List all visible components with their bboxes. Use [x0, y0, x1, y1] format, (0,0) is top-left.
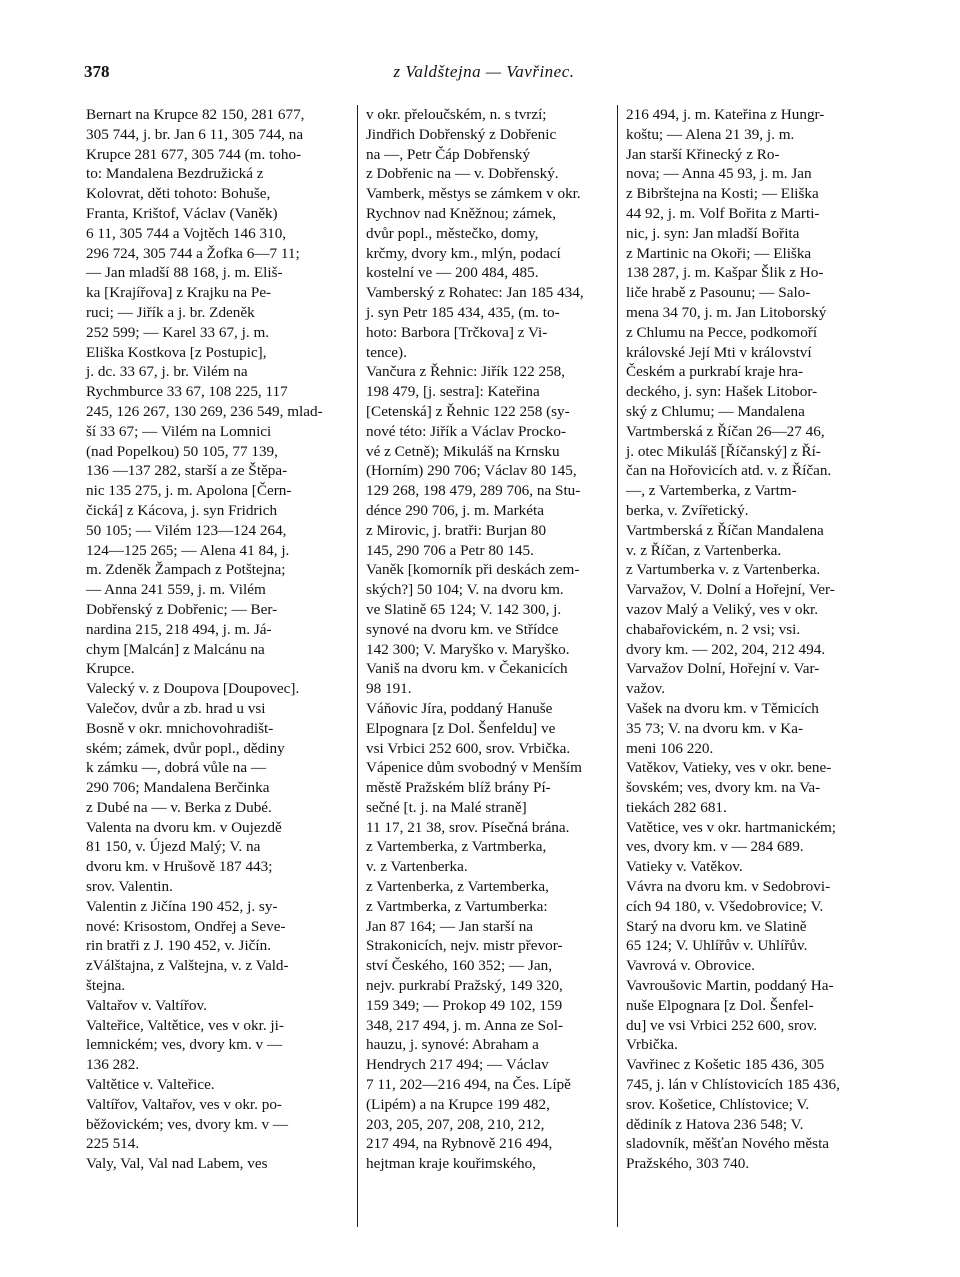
entry-line: Valteřice, Valtětice, ves v okr. ji-	[86, 1016, 284, 1034]
entry-line: kostelní ve — 200 484, 485.	[366, 264, 539, 282]
entry-line: 138 287, j. m. Kašpar Šlik z Ho-	[626, 264, 824, 282]
index-entry	[86, 1154, 354, 1174]
entry-line: mena 34 70, j. m. Jan Litoborský	[626, 303, 827, 321]
entry-line: [Cetenská] z Řehnic 122 258 (sy-	[366, 402, 570, 420]
entry-line: srov. Valentin.	[86, 878, 173, 896]
index-entry	[626, 818, 894, 858]
entry-line: j. syn Petr 185 434, 435, (m. to-	[366, 303, 560, 321]
index-entry	[626, 976, 894, 1055]
index-entry	[366, 837, 634, 877]
entry-line: vé z Cetně); Mikuláš na Krnsku	[366, 442, 560, 460]
entry-line: 98 191.	[366, 680, 412, 698]
entry-line: (nad Popelkou) 50 105, 77 139,	[86, 442, 278, 460]
entry-line: v okr. přeloučském, n. s tvrzí;	[366, 106, 547, 123]
index-entry	[626, 857, 894, 877]
entry-line: 290 706; Mandalena Berčinka	[86, 779, 270, 797]
entry-line: Vamberk, městys se zámkem v okr.	[366, 185, 581, 203]
entry-line: v. z Říčan, z Vartenberka.	[626, 541, 782, 559]
entry-line: Vaněk [komorník při deskách zem-	[366, 561, 580, 579]
entry-line: chabařovickém, n. 2 vsi; vsi.	[626, 620, 801, 638]
entry-line: tiekách 282 681.	[626, 798, 727, 816]
entry-line: Krupce.	[86, 660, 135, 678]
entry-line: Strakonicích, nejv. mistr převor-	[366, 937, 563, 955]
entry-line: šovském; ves, dvory km. na Va-	[626, 779, 821, 797]
entry-line: Starý na dvoru km. ve Slatině	[626, 917, 807, 935]
entry-line: 159 349; — Prokop 49 102, 159	[366, 996, 563, 1014]
entry-line: 198 479, [j. sestra]: Kateřina	[366, 383, 540, 401]
entry-line: meni 106 220.	[626, 739, 714, 757]
index-entry	[366, 362, 634, 560]
column-2	[366, 105, 634, 1174]
entry-line: nuše Elpognara [z Dol. Šenfel-	[626, 996, 814, 1014]
entry-line: cích 94 180, v. Všedobrovice; V.	[626, 897, 824, 915]
entry-line: nic 135 275, j. m. Apolona [Čern-	[86, 482, 292, 500]
entry-line: deckého, j. syn: Hašek Litobor-	[626, 383, 818, 401]
index-entry	[626, 956, 894, 976]
entry-line: Elpognara [z Dol. Šenfeldu] ve	[366, 719, 556, 737]
entry-line: ský z Chlumu; — Mandalena	[626, 402, 805, 420]
entry-line: čická] z Kácova, j. syn Fridrich	[86, 501, 278, 519]
entry-line: j. otec Mikuláš [Říčanský] z Ří-	[626, 442, 821, 460]
index-entry	[626, 1055, 894, 1174]
index-entry	[366, 699, 634, 758]
entry-line: z Vartemberka, z Vartmberka,	[366, 838, 547, 856]
entry-line: Vávra na dvoru km. v Sedobrovi-	[626, 878, 831, 896]
entry-line: 35 73; V. na dvoru km. v Ka-	[626, 719, 804, 737]
index-entry	[86, 1016, 354, 1075]
index-entry	[366, 283, 634, 362]
entry-line: Rychmburce 33 67, 108 225, 117	[86, 383, 288, 401]
entry-line: Hendrych 217 494; — Václav	[366, 1056, 549, 1074]
entry-line: 745, j. lán v Chlístovicích 185 436,	[626, 1076, 840, 1094]
entry-line: lemnickém; ves, dvory km. v —	[86, 1036, 283, 1054]
index-entry	[86, 996, 354, 1016]
entry-line: Vartmberská z Říčan 26—27 46,	[626, 422, 825, 440]
index-entry	[366, 184, 634, 283]
entry-line: Bernart na Krupce 82 150, 281 677,	[86, 106, 305, 123]
entry-line: z Vartumberka v. z Vartenberka.	[626, 561, 821, 579]
entry-line: Valecký v. z Doupova [Doupovec].	[86, 680, 300, 698]
entry-line: 6 11, 305 744 a Vojtěch 146 310,	[86, 224, 287, 242]
entry-line: 225 514.	[86, 1135, 140, 1153]
entry-line: Valy, Val, Val nad Labem, ves	[86, 1155, 268, 1173]
entry-line: Jindřich Dobřenský z Dobřenic	[366, 125, 557, 143]
entry-line: vazov Malý a Veliký, ves v okr.	[626, 600, 819, 618]
entry-line: ských?] 50 104; V. na dvoru km.	[366, 581, 564, 599]
entry-line: dědiník z Hatova 236 548; V.	[626, 1115, 804, 1133]
entry-line: Vašek na dvoru km. v Těmicích	[626, 699, 819, 717]
entry-line: 245, 126 267, 130 269, 236 549, mlad-	[86, 402, 323, 420]
entry-line: srov. Košetice, Chlístovice; V.	[626, 1095, 810, 1113]
entry-line: dvory km. — 202, 204, 212 494.	[626, 640, 826, 658]
entry-line: sladovník, měšťan Nového města	[626, 1135, 830, 1153]
index-entry	[626, 580, 894, 659]
entry-line: krčmy, dvory km., mlýn, podací	[366, 244, 561, 262]
entry-line: berka, v. Zvířetický.	[626, 501, 749, 519]
index-entry	[366, 560, 634, 659]
entry-line: 203, 205, 207, 208, 210, 212,	[366, 1115, 545, 1133]
entry-line: Bosně v okr. mnichovohradišt-	[86, 719, 274, 737]
entry-line: Valtařov v. Valtířov.	[86, 996, 207, 1014]
index-entry	[366, 105, 634, 184]
entry-line: Varvažov, V. Dolní a Hořejní, Ver-	[626, 581, 835, 599]
entry-line: 216 494, j. m. Kateřina z Hungr-	[626, 106, 825, 123]
index-entry	[86, 679, 354, 699]
entry-line: na —, Petr Čáp Dobřenský	[366, 145, 531, 163]
entry-line: z Bibrštejna na Kosti; — Eliška	[626, 185, 819, 203]
entry-line: j. dc. 33 67, j. br. Vilém na	[86, 363, 248, 381]
entry-line: Vamberský z Rohatec: Jan 185 434,	[366, 284, 584, 302]
entry-line: Váňovic Jíra, poddaný Hanuše	[366, 699, 553, 717]
entry-line: Vavroušovic Martin, poddaný Ha-	[626, 977, 834, 995]
entry-line: Vápenice dům svobodný v Menším	[366, 759, 582, 777]
entry-line: ves, dvory km. v — 284 689.	[626, 838, 804, 856]
entry-line: z Martinic na Okoři; — Eliška	[626, 244, 812, 262]
entry-line: nova; — Anna 45 93, j. m. Jan	[626, 165, 812, 183]
index-entry	[626, 758, 894, 817]
entry-line: z Dobřenic na — v. Dobřenský.	[366, 165, 559, 183]
entry-line: m. Zdeněk Žampach z Potštejna;	[86, 561, 286, 579]
entry-line: Valentin z Jičína 190 452, j. sy-	[86, 897, 278, 915]
entry-line: — Anna 241 559, j. m. Vilém	[86, 581, 266, 599]
entry-line: dénce 290 706, j. m. Markéta	[366, 501, 544, 519]
entry-line: (Lipém) a na Krupce 199 482,	[366, 1095, 550, 1113]
entry-line: liče hrabě z Pasounu; — Salo-	[626, 284, 811, 302]
index-entry	[366, 877, 634, 1174]
index-entry	[86, 897, 354, 956]
entry-line: 7 11, 202—216 494, na Čes. Lípě	[366, 1076, 571, 1094]
index-entry	[86, 1075, 354, 1095]
column-3	[626, 105, 894, 1174]
entry-line: ském; zámek, dvůr popl., dědiny	[86, 739, 285, 757]
entry-line: 305 744, j. br. Jan 6 11, 305 744, na	[86, 125, 304, 143]
index-entry	[86, 956, 354, 996]
entry-line: 50 105; — Vilém 123—124 264,	[86, 521, 287, 539]
entry-line: Valečov, dvůr a zb. hrad u vsi	[86, 699, 266, 717]
index-entry	[86, 105, 354, 679]
entry-line: Pražského, 303 740.	[626, 1155, 750, 1173]
entry-line: chym [Malcán] z Malcánu na	[86, 640, 265, 658]
entry-line: z Vartmberka, z Vartumberka:	[366, 897, 548, 915]
entry-line: sečné [t. j. na Malé straně]	[366, 798, 527, 816]
entry-line: Eliška Kostkova [z Postupic],	[86, 343, 267, 361]
entry-line: královské Její Mti v království	[626, 343, 812, 361]
page-number: 378	[84, 62, 110, 81]
entry-line: Valtířov, Valtařov, ves v okr. po-	[86, 1095, 282, 1113]
entry-line: Českém a purkrabí kraje hra-	[626, 363, 804, 381]
index-entry	[626, 699, 894, 758]
entry-line: Vatieky v. Vatěkov.	[626, 858, 743, 876]
entry-line: štejna.	[86, 977, 126, 995]
index-entry	[86, 699, 354, 818]
entry-line: 296 724, 305 744 a Žofka 6—7 11;	[86, 244, 300, 262]
entry-line: nejv. purkrabí Pražský, 149 320,	[366, 977, 563, 995]
entry-line: nic, j. syn: Jan mladší Bořita	[626, 224, 800, 242]
entry-line: 142 300; V. Maryško v. Maryško.	[366, 640, 570, 658]
entry-line: 65 124; V. Uhlířův v. Uhlířův.	[626, 937, 808, 955]
entry-line: to: Mandalena Bezdružická z	[86, 165, 264, 183]
entry-line: 11 17, 21 38, srov. Písečná brána.	[366, 818, 570, 836]
entry-line: du] ve vsi Vrbici 252 600, srov.	[626, 1016, 818, 1034]
entry-line: Kolovrat, děti tohoto: Bohuše,	[86, 185, 271, 203]
entry-line: hejtman kraje kouřimského,	[366, 1155, 536, 1173]
entry-line: Krupce 281 677, 305 744 (m. toho-	[86, 145, 302, 163]
entry-line: vsi Vrbici 252 600, srov. Vrbička.	[366, 739, 571, 757]
entry-line: z Mirovic, j. bratři: Burjan 80	[366, 521, 547, 539]
entry-line: čan na Hořovicích atd. v. z Říčan.	[626, 462, 832, 480]
entry-line: běžovickém; ves, dvory km. v —	[86, 1115, 289, 1133]
column-divider	[357, 105, 358, 1227]
entry-line: Vančura z Řehnic: Jiřík 122 258,	[366, 363, 566, 381]
entry-line: z Dubé na — v. Berka z Dubé.	[86, 798, 272, 816]
entry-line: važov.	[626, 680, 666, 698]
entry-line: k zámku —, dobrá vůle na —	[86, 759, 267, 777]
entry-line: 136 282.	[86, 1056, 140, 1074]
entry-line: koštu; — Alena 21 39, j. m.	[626, 125, 795, 143]
index-entry	[626, 560, 894, 580]
entry-line: dvůr popl., městečko, domy,	[366, 224, 539, 242]
entry-line: nardina 215, 218 494, j. m. Já-	[86, 620, 272, 638]
entry-line: 124—125 265; — Alena 41 84, j.	[86, 541, 290, 559]
entry-line: v. z Vartenberka.	[366, 858, 468, 876]
entry-line: Vartmberská z Říčan Mandalena	[626, 521, 824, 539]
entry-line: Dobřenský z Dobřenic; — Ber-	[86, 600, 278, 618]
entry-line: z Chlumu na Pecce, podkomoří	[626, 323, 818, 341]
entry-line: nové: Krisostom, Ondřej a Seve-	[86, 917, 286, 935]
index-entry	[626, 481, 894, 521]
entry-line: 348, 217 494, j. m. Anna ze Sol-	[366, 1016, 563, 1034]
entry-line: Vavřinec z Košetic 185 436, 305	[626, 1056, 825, 1074]
index-entry	[626, 521, 894, 561]
entry-line: — Jan mladší 88 168, j. m. Eliš-	[86, 264, 283, 282]
entry-line: Vavrová v. Obrovice.	[626, 957, 755, 975]
entry-line: 217 494, na Rybnově 216 494,	[366, 1135, 553, 1153]
entry-line: Jan 87 164; — Jan starší na	[366, 917, 534, 935]
page-header	[84, 62, 884, 86]
entry-line: Vatětice, ves v okr. hartmanickém;	[626, 818, 837, 836]
entry-line: Valenta na dvoru km. v Oujezdě	[86, 818, 282, 836]
entry-line: Valtětice v. Valteřice.	[86, 1076, 215, 1094]
entry-line: Vrbička.	[626, 1036, 678, 1054]
entry-line: Vatěkov, Vatieky, ves v okr. bene-	[626, 759, 832, 777]
entry-line: Jan starší Křinecký z Ro-	[626, 145, 780, 163]
entry-line: Rychnov nad Kněžnou; zámek,	[366, 204, 557, 222]
entry-line: 145, 290 706 a Petr 80 145.	[366, 541, 534, 559]
entry-line: městě Pražském blíž brány Pí-	[366, 779, 551, 797]
entry-line: 136 —137 282, starší a ze Štěpa-	[86, 462, 288, 480]
column-1	[86, 105, 354, 1174]
entry-line: dvoru km. v Hrušově 187 443;	[86, 858, 273, 876]
entry-line: —, z Vartemberka, z Vartm-	[626, 482, 797, 500]
entry-line: 129 268, 198 479, 289 706, na Stu-	[366, 482, 581, 500]
index-entry	[626, 877, 894, 956]
entry-line: hoto: Barbora [Trčkova] z Vi-	[366, 323, 548, 341]
entry-line: ve Slatině 65 124; V. 142 300, j.	[366, 600, 562, 618]
entry-line: ší 33 67; — Vilém na Lomnici	[86, 422, 272, 440]
entry-line: ství Českého, 160 352; — Jan,	[366, 957, 553, 975]
entry-line: tence).	[366, 343, 407, 361]
entry-line: 44 92, j. m. Volf Bořita z Marti-	[626, 204, 820, 222]
index-entry	[86, 1095, 354, 1154]
entry-line: Varvažov Dolní, Hořejní v. Var-	[626, 660, 820, 678]
index-entry	[86, 818, 354, 897]
index-entry	[626, 659, 894, 699]
entry-line: (Horním) 290 706; Václav 80 145,	[366, 462, 577, 480]
index-entry	[366, 758, 634, 837]
entry-line: Franta, Krištof, Václav (Vaněk)	[86, 204, 278, 222]
entry-line: ka [Krajířova] z Krajku na Pe-	[86, 284, 272, 302]
entry-line: 81 150, v. Újezd Malý; V. na	[86, 838, 261, 856]
entry-line: 252 599; — Karel 33 67, j. m.	[86, 323, 270, 341]
entry-line: zVálštajna, z Valštejna, v. z Vald-	[86, 957, 289, 975]
entry-line: z Vartenberka, z Vartemberka,	[366, 878, 549, 896]
entry-line: synové na dvoru km. ve Střídce	[366, 620, 559, 638]
entry-line: nové této: Jiřík a Václav Procko-	[366, 422, 567, 440]
entry-line: hauzu, j. synové: Abraham a	[366, 1036, 539, 1054]
entry-line: ruci; — Jiřík a j. br. Zdeněk	[86, 303, 255, 321]
index-entry	[626, 105, 894, 481]
entry-line: Vaniš na dvoru km. v Čekanicích	[366, 660, 568, 678]
entry-line: rin bratři z J. 190 452, v. Jičín.	[86, 937, 272, 955]
index-entry	[366, 659, 634, 699]
running-title: z Valdštejna — Vavřinec.	[393, 62, 575, 81]
